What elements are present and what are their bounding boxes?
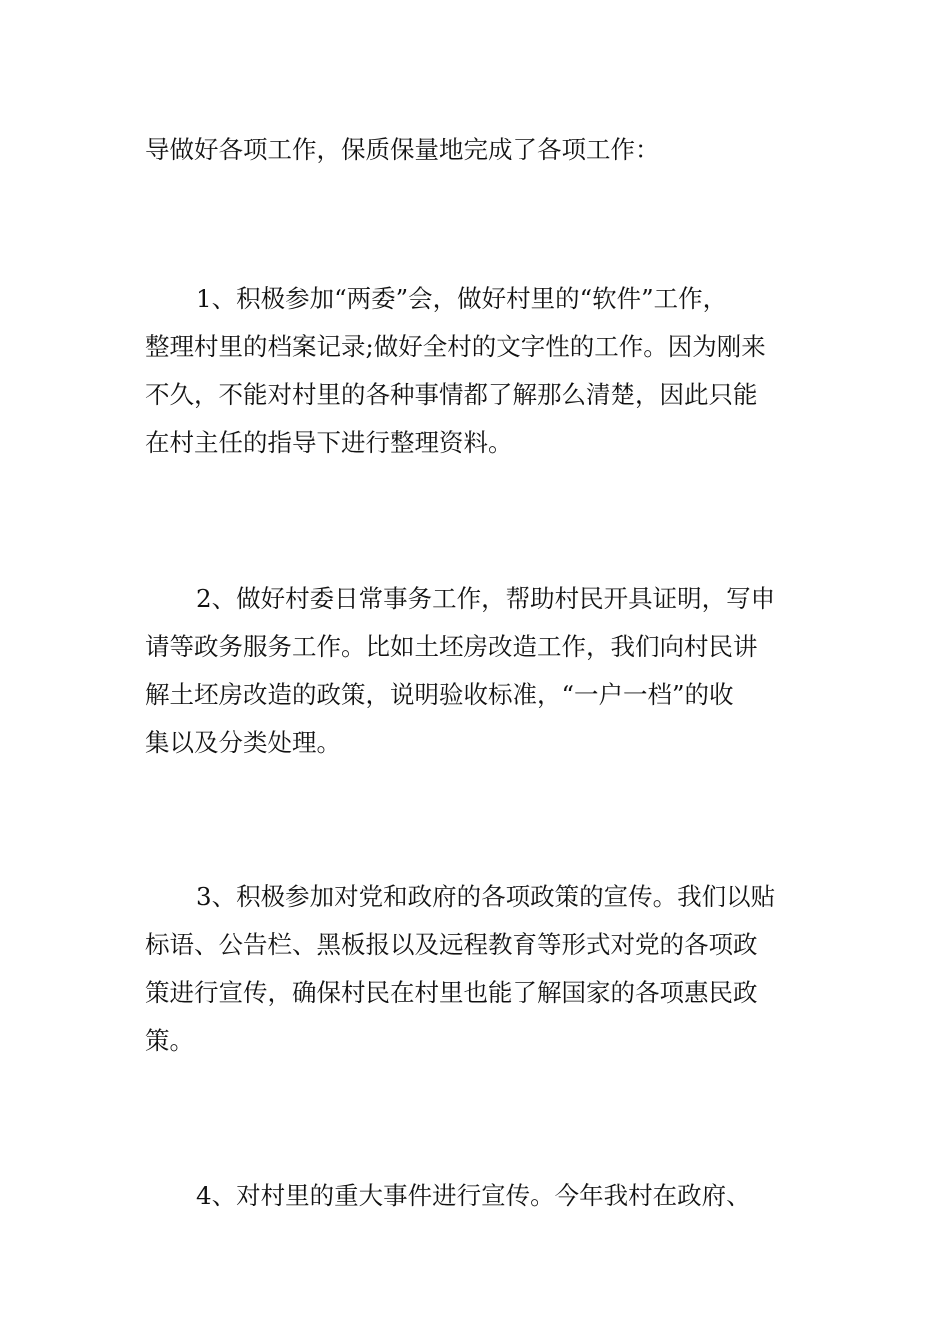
paragraph-item-3: [145, 873, 810, 1065]
paragraph-item-1: [145, 275, 810, 467]
paragraph-item-4: [145, 1172, 810, 1220]
text-line: 在村主任的指导下进行整理资料。: [145, 428, 513, 457]
text-line: 解土坯房改造的政策，说明验收标准，“一户一档”的收: [145, 680, 734, 709]
text-line: 2、做好村委日常事务工作，帮助村民开具证明，写申: [196, 584, 776, 613]
text-line: 标语、公告栏、黑板报以及远程教育等形式对党的各项政: [145, 930, 758, 959]
text-line: 3、积极参加对党和政府的各项政策的宣传。我们以贴: [196, 882, 776, 911]
text-line: 1、积极参加“两委”会，做好村里的“软件”工作，: [196, 284, 728, 313]
text-line: 策。: [145, 1026, 194, 1055]
text-line: 4、对村里的重大事件进行宣传。今年我村在政府、: [196, 1181, 751, 1210]
text-line: 请等政务服务工作。比如土坯房改造工作，我们向村民讲: [145, 632, 758, 661]
text-line: 导做好各项工作，保质保量地完成了各项工作：: [145, 135, 660, 164]
text-line: 策进行宣传，确保村民在村里也能了解国家的各项惠民政: [145, 978, 758, 1007]
paragraph-item-2: [145, 575, 810, 767]
text-line: 集以及分类处理。: [145, 728, 341, 757]
text-line: 整理村里的档案记录;做好全村的文字性的工作。因为刚来: [145, 332, 766, 361]
text-line: 不久，不能对村里的各种事情都了解那么清楚，因此只能: [145, 380, 758, 409]
paragraph-continuation: [145, 126, 810, 174]
